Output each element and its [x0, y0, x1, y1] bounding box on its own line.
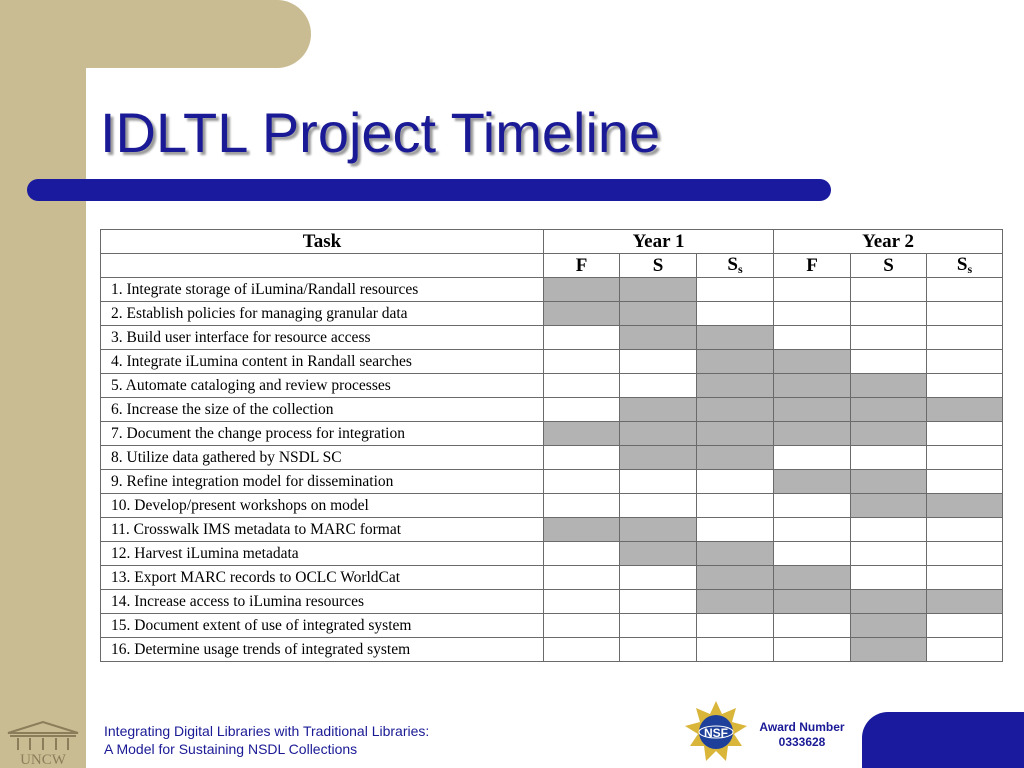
timeline-cell-empty [927, 566, 1003, 590]
semester-label: F [575, 254, 588, 276]
timeline-cell-active [544, 278, 620, 302]
timeline-cell-empty [774, 518, 851, 542]
task-label: 5. Automate cataloging and review processes [101, 374, 544, 398]
semester-header-blank [101, 254, 544, 278]
timeline-cell-empty [544, 638, 620, 662]
timeline-cell-empty [544, 446, 620, 470]
timeline-cell-empty [774, 278, 851, 302]
timeline-cell-empty [697, 278, 774, 302]
year-header-row [101, 230, 1003, 254]
table-row [101, 614, 1003, 638]
timeline-cell-empty [774, 542, 851, 566]
sidebar-decoration [0, 0, 86, 710]
year-1-header: Year 1 [544, 230, 774, 254]
timeline-cell-active [851, 614, 927, 638]
timeline-cell-empty [620, 566, 697, 590]
task-column-header: Task [101, 230, 544, 254]
timeline-cell-empty [620, 494, 697, 518]
table-row [101, 398, 1003, 422]
timeline-cell-active [544, 422, 620, 446]
timeline-cell-active [851, 590, 927, 614]
footer-line-2: A Model for Sustaining NSDL Collections [104, 741, 358, 757]
timeline-cell-empty [620, 614, 697, 638]
timeline-cell-active [697, 350, 774, 374]
timeline-cell-active [620, 542, 697, 566]
footer-right-decoration [862, 712, 1024, 768]
task-label: 16. Determine usage trends of integrated system [101, 638, 544, 662]
table-row [101, 470, 1003, 494]
award-info [750, 720, 854, 750]
timeline-cell-active [774, 374, 851, 398]
timeline-cell-empty [544, 470, 620, 494]
timeline-cell-active [620, 326, 697, 350]
table-row [101, 590, 1003, 614]
timeline-cell-empty [620, 590, 697, 614]
table-row [101, 350, 1003, 374]
task-label: 3. Build user interface for resource access [101, 326, 544, 350]
timeline-cell-empty [774, 446, 851, 470]
timeline-cell-empty [620, 638, 697, 662]
timeline-cell-empty [544, 614, 620, 638]
semester-label: F [806, 254, 818, 276]
timeline-cell-active [774, 350, 851, 374]
timeline-cell-empty [544, 374, 620, 398]
semester-header-row [101, 254, 1003, 278]
timeline-cell-active [620, 398, 697, 422]
timeline-cell-empty [927, 350, 1003, 374]
timeline-cell-empty [851, 326, 927, 350]
timeline-cell-empty [851, 350, 927, 374]
timeline-cell-empty [927, 470, 1003, 494]
timeline-cell-empty [697, 494, 774, 518]
timeline-cell-active [697, 590, 774, 614]
semester-header [774, 254, 851, 278]
timeline-cell-active [927, 494, 1003, 518]
task-label: 1. Integrate storage of iLumina/Randall resources [101, 278, 544, 302]
table-row [101, 446, 1003, 470]
timeline-cell-empty [927, 614, 1003, 638]
table-row [101, 518, 1003, 542]
award-label: Award Number [759, 720, 845, 734]
timeline-cell-empty [544, 398, 620, 422]
timeline-cell-active [774, 566, 851, 590]
task-label: 12. Harvest iLumina metadata [101, 542, 544, 566]
semester-label: S [652, 254, 664, 276]
timeline-cell-active [851, 398, 927, 422]
timeline-cell-empty [697, 302, 774, 326]
timeline-cell-active [697, 398, 774, 422]
task-label: 9. Refine integration model for dissemination [101, 470, 544, 494]
year-2-header: Year 2 [774, 230, 1003, 254]
timeline-cell-active [774, 470, 851, 494]
timeline-cell-active [697, 374, 774, 398]
timeline-cell-active [697, 422, 774, 446]
timeline-cell-empty [544, 590, 620, 614]
task-label: 7. Document the change process for integration [101, 422, 544, 446]
task-label: 15. Document extent of use of integrated system [101, 614, 544, 638]
semester-subscript: s [737, 262, 743, 276]
timeline-cell-empty [697, 614, 774, 638]
timeline-cell-empty [544, 326, 620, 350]
timeline-cell-active [927, 590, 1003, 614]
semester-header [851, 254, 927, 278]
timeline-cell-active [774, 398, 851, 422]
timeline-cell-active [774, 422, 851, 446]
timeline-cell-empty [851, 542, 927, 566]
timeline-cell-active [697, 446, 774, 470]
timeline-cell-active [851, 374, 927, 398]
footer-line-1: Integrating Digital Libraries with Traditional Libraries: [104, 723, 430, 739]
timeline-cell-active [851, 422, 927, 446]
timeline-cell-empty [697, 470, 774, 494]
timeline-cell-active [620, 278, 697, 302]
semester-header [927, 254, 1003, 278]
task-label: 8. Utilize data gathered by NSDL SC [101, 446, 544, 470]
timeline-cell-empty [544, 566, 620, 590]
nsf-seal [684, 700, 748, 764]
timeline-cell-empty [774, 638, 851, 662]
table-row [101, 494, 1003, 518]
timeline-cell-empty [927, 326, 1003, 350]
timeline-cell-active [697, 566, 774, 590]
task-label: 13. Export MARC records to OCLC WorldCat [101, 566, 544, 590]
timeline-cell-active [851, 470, 927, 494]
semester-header [620, 254, 697, 278]
timeline-cell-empty [774, 326, 851, 350]
semester-label: S [883, 254, 894, 276]
timeline-cell-empty [927, 638, 1003, 662]
table-row [101, 638, 1003, 662]
timeline-cell-active [544, 518, 620, 542]
timeline-cell-active [927, 398, 1003, 422]
timeline-table [100, 229, 1003, 662]
table-row [101, 374, 1003, 398]
semester-header [544, 254, 620, 278]
award-number: 0333628 [778, 735, 826, 749]
timeline-cell-active [851, 638, 927, 662]
timeline-cell-active [544, 302, 620, 326]
timeline-cell-active [851, 494, 927, 518]
task-label: 2. Establish policies for managing granular data [101, 302, 544, 326]
timeline-cell-empty [544, 350, 620, 374]
timeline-cell-empty [620, 470, 697, 494]
timeline-cell-empty [927, 422, 1003, 446]
table-row [101, 302, 1003, 326]
semester-subscript: s [967, 262, 973, 276]
timeline-cell-active [620, 302, 697, 326]
timeline-cell-empty [927, 374, 1003, 398]
uncw-logo [2, 720, 84, 766]
task-label: 4. Integrate iLumina content in Randall searches [101, 350, 544, 374]
table-row [101, 566, 1003, 590]
semester-header [697, 254, 774, 278]
timeline-cell-empty [544, 494, 620, 518]
task-rows [101, 278, 1003, 662]
timeline-cell-empty [927, 278, 1003, 302]
timeline-cell-active [774, 590, 851, 614]
timeline-cell-empty [697, 638, 774, 662]
timeline-cell-active [620, 518, 697, 542]
top-tab-decoration [0, 0, 311, 68]
timeline-cell-active [620, 446, 697, 470]
timeline-cell-empty [697, 518, 774, 542]
timeline-cell-empty [851, 518, 927, 542]
footer-project-title [104, 722, 429, 758]
nsf-seal-text: NSF [704, 726, 728, 740]
table-row [101, 422, 1003, 446]
timeline-cell-empty [544, 542, 620, 566]
semester-label: S [727, 254, 738, 275]
timeline-cell-empty [774, 302, 851, 326]
timeline-cell-empty [851, 446, 927, 470]
table-row [101, 326, 1003, 350]
semester-label: S [956, 254, 968, 275]
timeline-cell-active [697, 326, 774, 350]
timeline-cell-empty [927, 446, 1003, 470]
timeline-cell-active [697, 542, 774, 566]
timeline-cell-empty [774, 494, 851, 518]
title-underline-bar [27, 179, 831, 201]
timeline-cell-empty [851, 278, 927, 302]
timeline-cell-empty [620, 350, 697, 374]
timeline-cell-empty [927, 302, 1003, 326]
timeline-cell-empty [927, 518, 1003, 542]
table-row [101, 278, 1003, 302]
timeline-cell-empty [620, 374, 697, 398]
task-label: 6. Increase the size of the collection [101, 398, 544, 422]
slide-title: IDLTL Project Timeline [100, 101, 661, 164]
timeline-cell-empty [851, 302, 927, 326]
timeline-cell-empty [774, 614, 851, 638]
timeline-cell-active [620, 422, 697, 446]
table-row [101, 542, 1003, 566]
timeline-cell-empty [927, 542, 1003, 566]
timeline-cell-empty [851, 566, 927, 590]
task-label: 14. Increase access to iLumina resources [101, 590, 544, 614]
task-label: 10. Develop/present workshops on model [101, 494, 544, 518]
uncw-logo-text: UNCW [20, 752, 66, 766]
task-label: 11. Crosswalk IMS metadata to MARC format [101, 518, 544, 542]
